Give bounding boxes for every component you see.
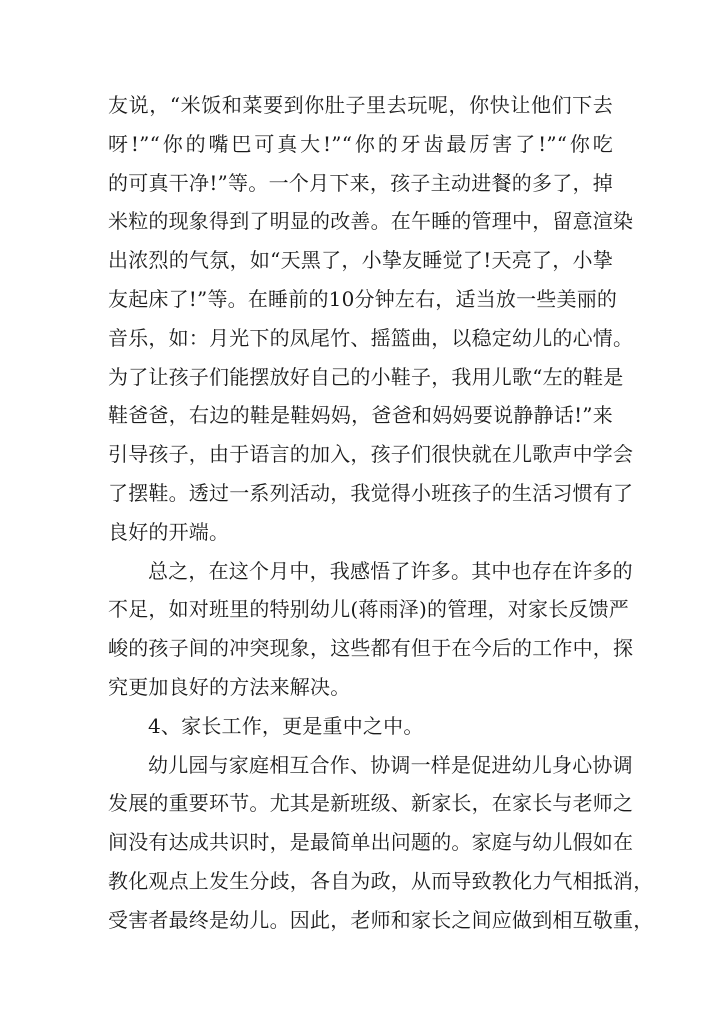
text-line: 不足，如对班里的特别幼儿(蒋雨泽)的管理，对家长反馈严 <box>108 597 630 622</box>
text-line: 呀!”“你的嘴巴可真大!”“你的牙齿最厉害了!”“你吃 <box>108 131 613 156</box>
text-line: 的可真干净!”等。一个月下来，孩子主动进餐的多了，掉 <box>108 170 613 195</box>
body-text <box>108 86 654 940</box>
text-line: 米粒的现象得到了明显的改善。在午睡的管理中，留意渲染 <box>108 209 634 234</box>
text-line: 间没有达成共识时，是最简单出问题的。家庭与幼儿假如在 <box>108 830 634 855</box>
text-line: 究更加良好的方法来解决。 <box>108 674 351 699</box>
text-line: 总之，在这个月中，我感悟了许多。其中也存在许多的 <box>148 558 633 583</box>
text-line: 鞋爸爸，右边的鞋是鞋妈妈，爸爸和妈妈要说静静话!”来 <box>108 403 613 428</box>
text-line: 友起床了!”等。在睡前的10分钟左右，适当放一些美丽的 <box>108 286 618 311</box>
text-line: 出浓烈的气氛，如“天黑了，小挚友睡觉了!天亮了，小挚 <box>108 248 613 273</box>
text-line: 友说，“米饭和菜要到你肚子里去玩呢，你快让他们下去 <box>108 93 613 117</box>
text-line: 发展的重要环节。尤其是新班级、新家长，在家长与老师之 <box>108 791 634 816</box>
text-line: 教化观点上发生分歧，各自为政，从而导致教化力气相抵消， <box>108 868 654 893</box>
text-line: 受害者最终是幼儿。因此，老师和家长之间应做到相互敬重， <box>108 907 654 932</box>
text-line: 峻的孩子间的冲突现象，这些都有但于在今后的工作中，探 <box>108 636 634 661</box>
text-line: 幼儿园与家庭相互合作、协调一样是促进幼儿身心协调 <box>148 752 633 777</box>
text-line: 了摆鞋。透过一系列活动，我觉得小班孩子的生活习惯有了 <box>108 480 634 505</box>
text-line: 4、家长工作，更是重中之中。 <box>148 713 424 738</box>
text-line: 引导孩子，由于语言的加入，孩子们很快就在儿歌声中学会 <box>108 442 634 467</box>
text-line: 音乐，如：月光下的凤尾竹、摇篮曲，以稳定幼儿的心情。 <box>108 325 634 350</box>
text-line: 良好的开端。 <box>108 519 230 544</box>
text-line: 为了让孩子们能摆放好自己的小鞋子，我用儿歌“左的鞋是 <box>108 364 624 389</box>
